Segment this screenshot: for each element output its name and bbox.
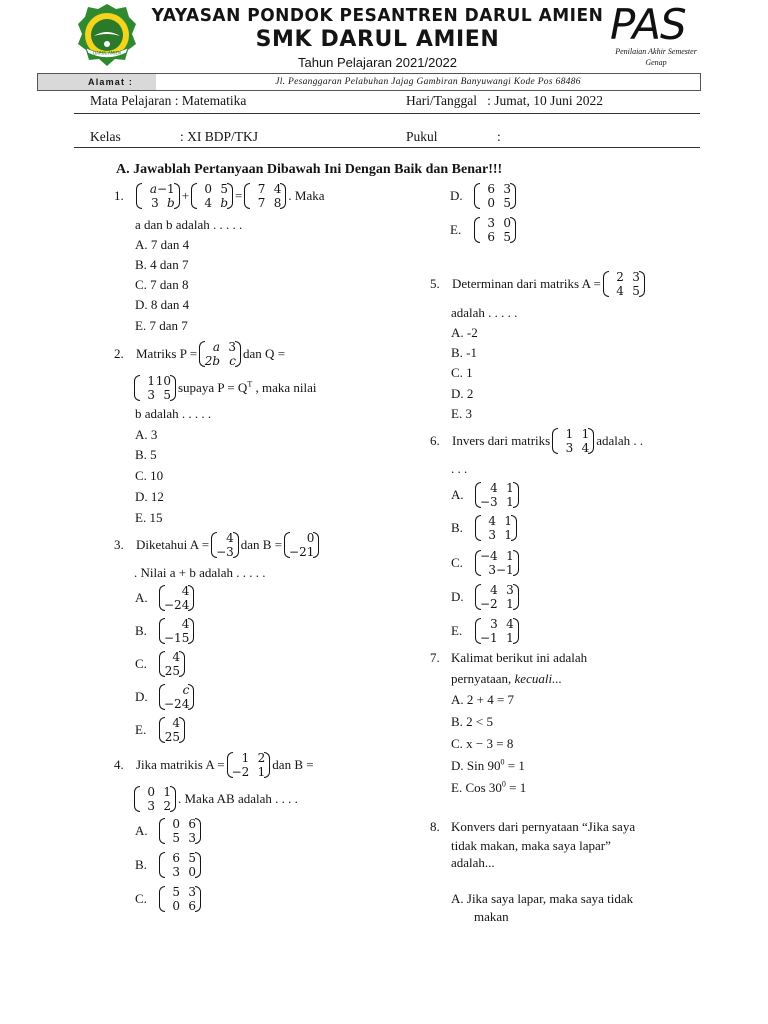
matrix (474, 182, 516, 210)
matrix-cell: 4 (181, 617, 190, 631)
matrix-cell: 4 (172, 650, 180, 664)
matrix-cell: 3 (488, 528, 496, 542)
matrix-cell: 3 (228, 340, 237, 354)
operator: = (235, 188, 243, 203)
matrix (199, 340, 241, 368)
matrix-cell: 4 (273, 182, 282, 196)
matrix-cell: 10 (155, 374, 171, 388)
matrix-row (480, 549, 514, 563)
matrix (159, 683, 194, 711)
matrix-row (164, 650, 180, 664)
matrix-cell: 4 (506, 617, 514, 631)
matrix-cell: 1 (257, 765, 266, 779)
option[interactable]: D. 12 (135, 489, 164, 504)
matrix-row (164, 716, 180, 730)
matrix-cell: b (220, 196, 229, 210)
matrix (136, 182, 180, 210)
matrix-cell: a (149, 182, 157, 196)
matrix-row (480, 495, 514, 509)
question-4 (114, 749, 316, 781)
option[interactable]: E. 7 dan 7 (135, 318, 188, 333)
matrix-cell: 4 (581, 441, 590, 455)
matrix-cell: 25 (164, 664, 180, 678)
option[interactable]: C. 4 25 (135, 648, 187, 680)
option[interactable]: C. x − 3 = 8 (451, 736, 514, 751)
question-5 (430, 268, 647, 300)
matrix-cell: 4 (488, 514, 496, 528)
option[interactable]: C. 7 dan 8 (135, 277, 189, 292)
matrix-cell: 4 (172, 716, 180, 730)
matrix-cell: 25 (164, 730, 180, 744)
question-1 (114, 180, 327, 212)
question-text: adalah . . (596, 433, 644, 448)
option[interactable]: D. c −24 (135, 681, 196, 713)
matrix-row (141, 182, 175, 196)
matrix-cell: 6 (172, 851, 180, 865)
matrix-cell: −24 (164, 598, 190, 612)
matrix-row (289, 531, 314, 545)
matrix-cell: 6 (188, 899, 196, 913)
option[interactable]: B. 2 < 5 (451, 714, 494, 729)
question-text: tidak makan, maka saya lapar” (451, 838, 611, 853)
matrix (552, 427, 594, 455)
matrix-row (479, 230, 511, 244)
matrix-cell: 5 (188, 851, 196, 865)
matrix-cell: 1 (506, 597, 514, 611)
matrix (159, 885, 201, 913)
question-3 (114, 529, 321, 561)
matrix-row (557, 427, 589, 441)
matrix-row (141, 196, 175, 210)
option[interactable]: C. 10 (135, 468, 164, 483)
matrix-row (139, 799, 171, 813)
school-year: Tahun Pelajaran 2021/2022 (297, 55, 458, 70)
matrix (475, 583, 519, 611)
matrix-cell: 6 (487, 182, 495, 196)
matrix-cell: 1 (241, 751, 250, 765)
matrix-cell: 0 (188, 865, 196, 879)
matrix (227, 751, 271, 779)
foundation-name: YAYASAN PONDOK PESANTREN DARUL AMIEN (151, 5, 604, 27)
option[interactable]: C. −4 1 3−1 (451, 547, 521, 579)
matrix-row (164, 584, 189, 598)
option[interactable]: A. 0 6 5 3 (135, 815, 203, 847)
matrix-row (479, 196, 511, 210)
matrix-cell: 3 (147, 388, 155, 402)
matrix-cell: 1 (506, 631, 514, 645)
matrix-cell: 3 (503, 182, 511, 196)
info-divider (74, 147, 700, 148)
question-number: 1. (114, 188, 124, 203)
option[interactable]: D. 2 (451, 386, 474, 401)
matrix-row (196, 182, 228, 196)
matrix-cell: 3 (151, 196, 159, 210)
matrix (159, 817, 201, 845)
operator: + (181, 188, 190, 203)
matrix-row (204, 340, 236, 354)
option[interactable]: E. Cos $30^0 = 1$ (451, 779, 527, 795)
matrix-row (249, 196, 281, 210)
matrix-cell: 5 (632, 284, 640, 298)
matrix-cell: −2 (480, 597, 498, 611)
school-logo (76, 2, 138, 68)
matrix-cell: −1 (496, 563, 514, 577)
matrix-cell: 1 (163, 785, 171, 799)
matrix (475, 549, 519, 577)
address-text: Jl. Pesanggaran Pelabuhan Jajag Gambiran Banyuwangi Kode Pos 68486 (275, 77, 581, 87)
matrix-cell: 3 (487, 216, 495, 230)
matrix-row (164, 899, 196, 913)
question-7: 7. Kalimat berikut ini adalah (430, 650, 588, 665)
matrix-cell: −15 (164, 631, 190, 645)
option[interactable]: E. 3 (451, 406, 472, 421)
question-text: dan Q = (243, 346, 286, 361)
matrix-cell: 5 (503, 196, 511, 210)
matrix (603, 270, 645, 298)
matrix-row (164, 730, 180, 744)
option[interactable]: D. Sin $90^0 = 1$ (451, 757, 525, 773)
option[interactable]: C. 5 3 0 6 (135, 883, 203, 915)
matrix-cell: 4 (616, 284, 624, 298)
question-text: b adalah . . . . . (135, 406, 212, 421)
question-2-line2 (134, 372, 318, 404)
matrix-row (164, 817, 196, 831)
matrix-cell: 4 (204, 196, 213, 210)
time-value: : (497, 129, 501, 144)
matrix-row (164, 598, 189, 612)
matrix-cell: 7 (257, 182, 266, 196)
matrix-cell: 0 (204, 182, 213, 196)
matrix-cell: 1 (506, 481, 514, 495)
matrix-cell: 4 (226, 531, 234, 545)
matrix-row (216, 545, 234, 559)
subject-field: Mata Pelajaran : Matematika (90, 93, 247, 108)
option[interactable]: D. 6 3 0 5 (450, 180, 518, 212)
matrix-cell: −2 (231, 765, 250, 779)
matrix-cell: 6 (487, 230, 495, 244)
matrix-row (232, 751, 266, 765)
matrix-row (479, 182, 511, 196)
pas-subtitle-semester: Genap (645, 58, 667, 67)
matrix-cell: 4 (181, 584, 190, 598)
question-text: . Maka AB adalah . . . . (178, 791, 298, 806)
matrix-row (249, 182, 281, 196)
matrix-row (139, 374, 171, 388)
question-text: Jika matrikis A = (136, 757, 225, 772)
svg-text:DARUL AMIEN: DARUL AMIEN (93, 50, 121, 56)
question-text: pernyataan, kecuali... (451, 671, 562, 686)
matrix-cell: 1 (504, 514, 512, 528)
matrix-cell: −3 (480, 495, 498, 509)
question-text: adalah... (451, 855, 495, 870)
matrix (159, 650, 185, 678)
matrix-cell: 1 (581, 427, 590, 441)
option-continued: makan (474, 909, 509, 924)
matrix (159, 617, 194, 645)
pas-subtitle: Penilaian Akhir Semester (615, 47, 697, 56)
option[interactable]: D. 4 3 −2 1 (451, 581, 521, 613)
matrix-cell: −1 (480, 631, 498, 645)
option[interactable]: C. 1 (451, 365, 473, 380)
option[interactable]: A. 2 + 4 = 7 (451, 692, 515, 707)
matrix-cell: 6 (188, 817, 196, 831)
matrix-row (196, 196, 228, 210)
question-text: adalah . . . . . (451, 305, 518, 320)
matrix-row (480, 514, 512, 528)
matrix-cell: 3 (147, 799, 155, 813)
question-text: . . . (451, 461, 468, 476)
date-field: Hari/Tanggal : Jumat, 10 Juni 2022 (406, 93, 604, 108)
question-number: 4. (114, 757, 124, 772)
question-6 (430, 425, 645, 457)
matrix-cell: c (182, 683, 190, 697)
matrix-cell: 0 (487, 196, 495, 210)
option[interactable]: A. -2 (451, 325, 478, 340)
matrix (475, 514, 517, 542)
matrix-row (164, 617, 189, 631)
matrix (159, 584, 194, 612)
class-value: : XI BDP/TKJ (180, 129, 259, 144)
matrix-row (164, 683, 189, 697)
matrix-row (480, 528, 512, 542)
question-text: . Maka (288, 188, 325, 203)
matrix-cell: 1 (565, 427, 574, 441)
matrix-cell: 3 (188, 885, 196, 899)
matrix-cell: 0 (172, 817, 180, 831)
question-text: . Nilai a + b adalah . . . . . (134, 565, 266, 580)
matrix-row (216, 531, 234, 545)
matrix-cell: 2b (204, 354, 221, 368)
matrix-row (164, 697, 189, 711)
matrix-row (164, 885, 196, 899)
question-number: 5. (430, 276, 440, 291)
matrix-cell: 4 (490, 583, 498, 597)
option[interactable]: B. 4 1 3 1 (451, 512, 519, 544)
option[interactable]: E. 3 4 −1 1 (451, 615, 521, 647)
matrix-row (164, 831, 196, 845)
option[interactable]: A. 3 (135, 427, 158, 442)
pas-badge: PAS (610, 0, 686, 49)
matrix-cell: 0 (147, 785, 155, 799)
option[interactable]: A. Jika saya lapar, maka saya tidak (451, 891, 634, 906)
question-text: Matriks P = (136, 346, 198, 361)
question-text: a dan b adalah . . . . . (135, 217, 243, 232)
question-text: dan B = (272, 757, 314, 772)
matrix-cell: −24 (164, 697, 190, 711)
matrix-cell: 2 (616, 270, 624, 284)
matrix-cell: 5 (220, 182, 229, 196)
matrix-cell: a (212, 340, 221, 354)
matrix-cell: 1 (506, 549, 514, 563)
option[interactable]: B. 5 (135, 447, 157, 462)
matrix-cell: 5 (163, 388, 171, 402)
matrix (475, 617, 519, 645)
option[interactable]: E. 15 (135, 510, 163, 525)
option[interactable]: B. 4 dan 7 (135, 257, 189, 272)
matrix-row (480, 563, 514, 577)
matrix-cell: −1 (157, 182, 175, 196)
matrix-cell: 0 (306, 531, 315, 545)
matrix-cell: 3 (172, 865, 180, 879)
matrix-row (480, 597, 514, 611)
matrix-row (204, 354, 236, 368)
matrix-cell: c (229, 354, 237, 368)
matrix-cell: 0 (172, 899, 180, 913)
section-a-title: A. Jawablah Pertanyaan Dibawah Ini Dengan Baik dan Benar!!! (116, 162, 503, 177)
matrix-cell: 7 (257, 196, 266, 210)
option[interactable]: B. 6 5 3 0 (135, 849, 203, 881)
matrix-row (480, 617, 514, 631)
option[interactable]: B. -1 (451, 345, 477, 360)
matrix-cell: 5 (503, 230, 511, 244)
question-text: Diketahui A = (136, 537, 210, 552)
question-text: dan B = (240, 537, 283, 552)
option[interactable]: E. 4 25 (135, 714, 187, 746)
school-name: SMK DARUL AMIEN (255, 27, 500, 52)
matrix (191, 182, 233, 210)
matrix (159, 716, 185, 744)
question-number: 6. (430, 433, 440, 448)
matrix-cell: 1 (147, 374, 155, 388)
matrix-row (164, 664, 180, 678)
question-number: 2. (114, 346, 124, 361)
matrix-cell: −21 (289, 545, 315, 559)
matrix-cell: 1 (506, 495, 514, 509)
matrix (211, 531, 239, 559)
question-text: Determinan dari matriks A = (452, 276, 601, 291)
matrix-row (232, 765, 266, 779)
matrix-cell: 3 (506, 583, 514, 597)
address-bar (37, 73, 701, 91)
header-divider (74, 113, 700, 114)
question-text: supaya $P = Q^T$ , maka nilai (178, 379, 317, 395)
matrix (159, 851, 201, 879)
option[interactable]: A. 4 1 −3 1 (451, 479, 521, 511)
matrix-row (608, 284, 640, 298)
matrix-cell: 5 (172, 831, 180, 845)
matrix (244, 182, 286, 210)
option[interactable]: A. 7 dan 4 (135, 237, 190, 252)
matrix-row (480, 481, 514, 495)
matrix (475, 481, 519, 509)
matrix-cell: 3 (565, 441, 574, 455)
matrix-row (139, 785, 171, 799)
class-label: Kelas (90, 129, 121, 144)
matrix-cell: 4 (490, 481, 498, 495)
matrix-cell: 8 (273, 196, 282, 210)
matrix (284, 531, 319, 559)
matrix-cell: 2 (257, 751, 266, 765)
matrix-row (289, 545, 314, 559)
question-2 (114, 338, 287, 370)
option[interactable]: D. 8 dan 4 (135, 297, 190, 312)
matrix-row (480, 583, 514, 597)
matrix-row (164, 851, 196, 865)
matrix-row (557, 441, 589, 455)
matrix-row (480, 631, 514, 645)
time-label: Pukul (406, 129, 438, 144)
matrix-cell: −4 (480, 549, 498, 563)
option[interactable]: B. 4 −15 (135, 615, 196, 647)
matrix-cell: 1 (504, 528, 512, 542)
matrix-row (479, 216, 511, 230)
matrix-cell: 3 (188, 831, 196, 845)
matrix-cell: 3 (632, 270, 640, 284)
matrix-row (164, 865, 196, 879)
option[interactable]: E. 3 0 6 5 (450, 214, 518, 246)
matrix-cell: 0 (503, 216, 511, 230)
question-8: 8. Konvers dari pernyataan “Jika saya (430, 819, 636, 834)
matrix-cell: 5 (172, 885, 180, 899)
matrix-cell: −3 (216, 545, 234, 559)
question-number: 3. (114, 537, 124, 552)
option[interactable]: A. 4 −24 (135, 582, 196, 614)
address-label: Alamat : (38, 74, 156, 90)
question-text: Invers dari matriks (452, 433, 551, 448)
question-4-line2 (134, 783, 300, 815)
matrix (474, 216, 516, 244)
matrix-row (164, 631, 189, 645)
matrix-row (608, 270, 640, 284)
matrix-cell: b (167, 196, 175, 210)
matrix-cell: 2 (163, 799, 171, 813)
matrix-cell: 3 (490, 617, 498, 631)
matrix-cell: 3 (488, 563, 496, 577)
matrix (134, 374, 176, 402)
matrix (134, 785, 176, 813)
matrix-row (139, 388, 171, 402)
